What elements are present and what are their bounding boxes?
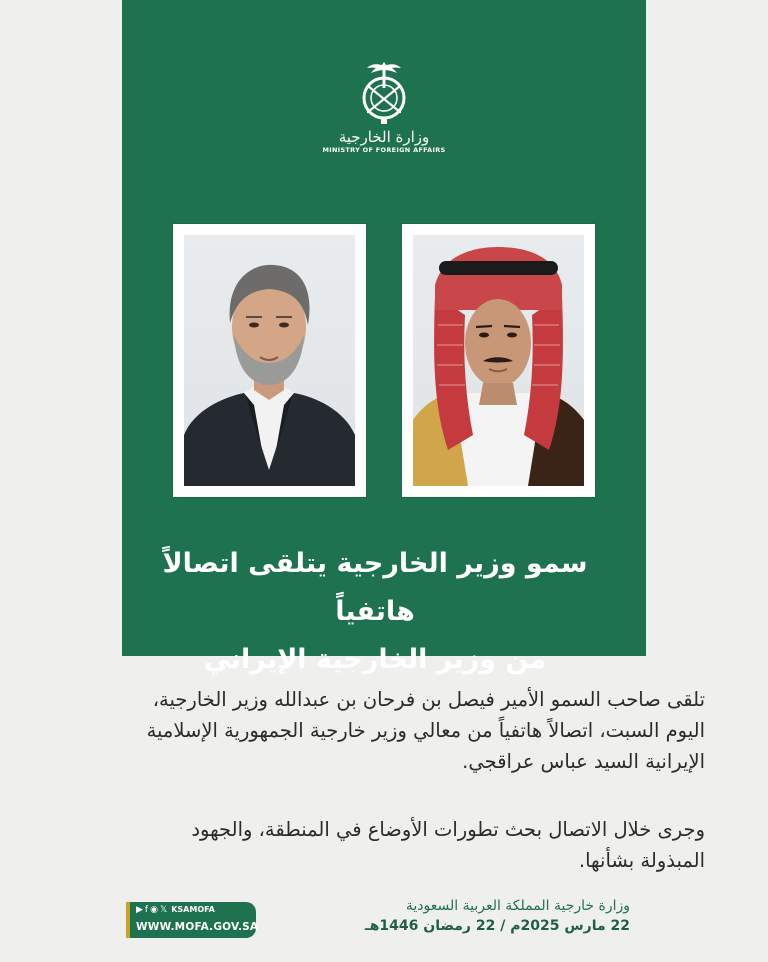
youtube-icon[interactable]: ▶	[136, 905, 143, 915]
photo-frame-left	[173, 224, 366, 497]
headline-line-1: سمو وزير الخارجية يتلقى اتصالاً هاتفياً	[162, 548, 588, 627]
x-icon[interactable]: 𝕏	[159, 905, 168, 915]
social-links-badge	[126, 902, 259, 938]
social-icons-row	[136, 905, 217, 915]
publication-date: 22 مارس 2025م / 22 رمضان 1446هـ	[364, 918, 630, 934]
facebook-icon[interactable]: f	[144, 905, 149, 915]
signature-block	[330, 896, 630, 936]
saudi-foreign-minister-portrait	[413, 235, 584, 486]
ministry-logo	[322, 60, 446, 170]
photo-frame-right	[402, 224, 595, 497]
palm-and-swords-emblem-icon	[354, 60, 414, 126]
gold-accent-bar	[126, 902, 130, 938]
iranian-foreign-minister-portrait	[184, 235, 355, 486]
website-link[interactable]: WWW.MOFA.GOV.SA	[136, 921, 259, 933]
social-handle[interactable]: KSAMOFA	[171, 905, 215, 914]
organization-name: وزارة خارجية المملكة العربية السعودية	[405, 898, 630, 914]
logo-english-name: MINISTRY OF FOREIGN AFFAIRS	[322, 146, 446, 154]
instagram-icon[interactable]: ◉	[150, 905, 158, 915]
headline	[140, 540, 610, 684]
body-paragraph-2: وجرى خلال الاتصال بحث تطورات الأوضاع في المنطقة، والجهود المبذولة بشأنها.	[191, 818, 705, 872]
headline-line-2: من وزير الخارجية الإيراني	[203, 644, 547, 675]
body-paragraph-1: تلقى صاحب السمو الأمير فيصل بن فرحان بن عبدالله وزير الخارجية، اليوم السبت، اتصالاً هاتفياً من معالي وزير خارجية الجمهورية الإسلامية الإيرانية السيد عباس عراقجي.	[146, 688, 705, 773]
logo-arabic-name: وزارة الخارجية	[338, 128, 430, 146]
